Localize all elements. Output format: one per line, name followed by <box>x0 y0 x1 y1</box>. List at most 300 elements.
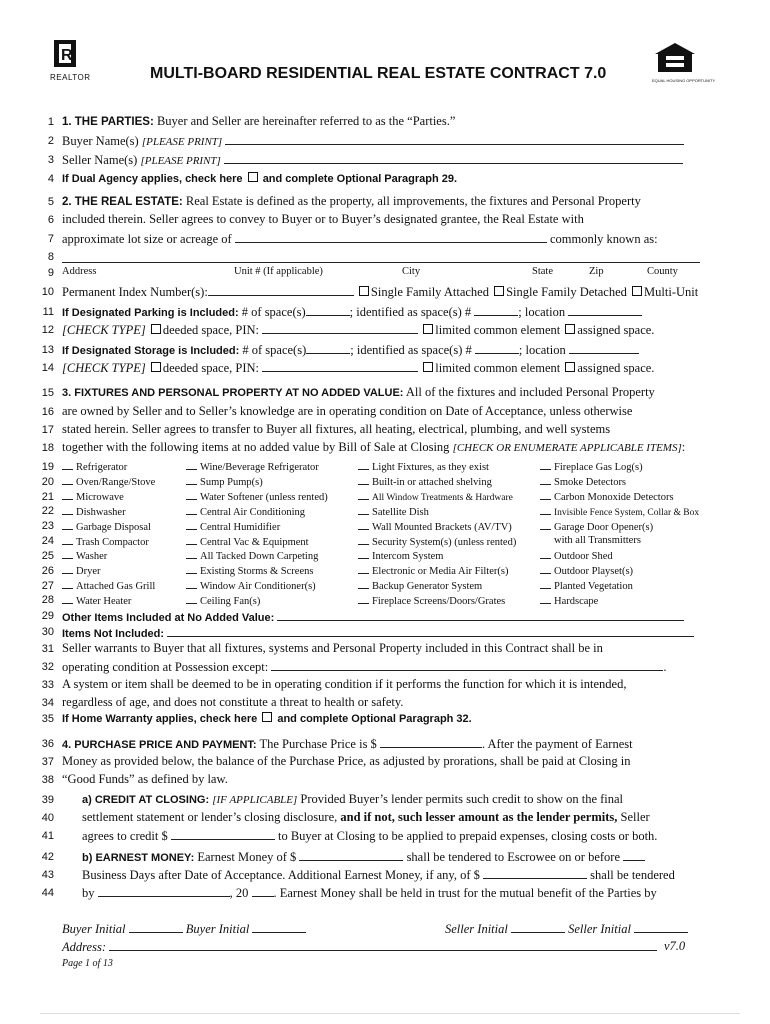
fixture-label: Outdoor Shed <box>554 551 613 563</box>
fixture-label: Invisible Fence System, Collar & Box <box>554 507 700 518</box>
equal-housing-text: EQUAL HOUSING OPPORTUNITY <box>652 78 716 83</box>
line-15 <box>62 385 714 400</box>
line-number: 37 <box>41 756 54 768</box>
fixture-item[interactable] <box>62 490 124 503</box>
line-number: 44 <box>41 887 54 899</box>
fixture-check-line[interactable] <box>186 475 197 485</box>
line-17: stated herein. Seller agrees to transfer to Buyer all fixtures, all heating, electrical, plumbing, and well systems <box>62 422 611 436</box>
storage-spaces-field[interactable] <box>306 342 350 354</box>
fixture-label: Water Softener (unless rented) <box>200 491 328 503</box>
line-11 <box>62 304 714 320</box>
parking-label: If Designated Parking is Included: <box>62 307 239 319</box>
fixture-label: Outdoor Playset(s) <box>554 566 634 578</box>
storage-assigned-checkbox[interactable] <box>565 362 575 372</box>
fixture-check-line[interactable] <box>358 520 369 530</box>
fixture-check-line[interactable] <box>540 549 551 559</box>
credit-amount-label: agrees to credit $ <box>82 829 168 843</box>
seller-name-field[interactable] <box>224 152 683 164</box>
line-number: 27 <box>41 580 54 592</box>
fixture-label: Oven/Range/Stove <box>76 476 156 488</box>
fixture-label: Fireplace Screens/Doors/Grates <box>372 596 506 608</box>
line-number: 4 <box>47 173 54 185</box>
line-number: 26 <box>41 565 54 577</box>
line-4 <box>62 172 714 185</box>
parking-deeded-checkbox[interactable] <box>151 324 161 334</box>
parking-identified-label: ; identified as space(s) # <box>349 305 472 319</box>
commonly-known-label: commonly known as: <box>549 232 658 246</box>
line-number: 22 <box>41 505 54 517</box>
purchase-price-text: . After the payment of Earnest <box>481 737 633 751</box>
buyer-name-field[interactable] <box>225 133 684 145</box>
fixture-check-line[interactable] <box>358 475 369 485</box>
items-not-included-label: Items Not Included: <box>62 628 165 640</box>
fixture-check-line[interactable] <box>186 549 197 559</box>
line-31: Seller warrants to Buyer that all fixtures, systems and Personal Property included in this Contract shall be in <box>62 641 603 655</box>
fixture-item[interactable] <box>186 460 319 473</box>
single-family-attached-checkbox[interactable] <box>359 286 369 296</box>
line-number: 19 <box>41 461 54 473</box>
line-43 <box>82 867 714 883</box>
multi-unit-checkbox[interactable] <box>632 286 642 296</box>
year-field[interactable] <box>252 885 274 897</box>
fixture-item[interactable] <box>540 475 626 488</box>
fixture-label: Electronic or Media Air Filter(s) <box>372 566 509 578</box>
line-number: 8 <box>47 251 54 263</box>
dual-agency-checkbox[interactable] <box>248 172 258 182</box>
buyer-initial-label-2: Buyer Initial <box>185 922 250 936</box>
fixture-item[interactable] <box>540 594 598 607</box>
fixture-check-line[interactable] <box>358 549 369 559</box>
fixture-item[interactable] <box>540 520 653 533</box>
line-number: 7 <box>47 233 54 245</box>
fixture-check-line[interactable] <box>186 460 197 470</box>
possession-except-label: operating condition at Possession except: <box>62 660 269 674</box>
seller-word: Seller <box>617 810 650 824</box>
fixture-item[interactable] <box>358 564 508 577</box>
fixture-check-line[interactable] <box>540 490 551 500</box>
buyer-initial-label-1: Buyer Initial <box>62 922 126 936</box>
section-heading-parties: 1. THE PARTIES: <box>62 116 154 128</box>
fixture-item[interactable] <box>186 594 260 607</box>
fixture-check-line[interactable] <box>186 579 197 589</box>
line-3 <box>62 152 714 168</box>
fixture-label: Light Fixtures, as they exist <box>372 462 489 473</box>
possession-except-field[interactable] <box>271 659 663 671</box>
fixture-check-line[interactable] <box>62 460 73 470</box>
fixture-check-line[interactable] <box>358 564 369 574</box>
parking-limited-common-checkbox[interactable] <box>423 324 433 334</box>
fixture-label: Satellite Dish <box>372 506 429 518</box>
fixtures-text: All of the fixtures and included Personal Property <box>405 385 655 399</box>
dual-agency-label: If Dual Agency applies, check here <box>62 173 243 185</box>
parking-spaces-field[interactable] <box>306 304 350 316</box>
fixture-item[interactable] <box>358 475 492 488</box>
fixture-check-line[interactable] <box>540 594 551 604</box>
fixture-check-line[interactable] <box>62 505 73 515</box>
fixture-item[interactable] <box>358 460 489 473</box>
equal-housing-logo <box>652 42 716 83</box>
fixture-check-line[interactable] <box>62 564 73 574</box>
fixture-check-line[interactable] <box>186 535 197 545</box>
line-number: 24 <box>41 535 54 547</box>
earnest-money-heading: b) EARNEST MONEY: <box>82 852 195 864</box>
pin-label: Permanent Index Number(s): <box>62 285 208 299</box>
parking-pin-field[interactable] <box>262 322 418 334</box>
storage-location-label: ; location <box>518 343 566 357</box>
fixture-item[interactable] <box>62 460 127 473</box>
address-field[interactable] <box>62 249 700 263</box>
page-edge <box>40 1013 740 1014</box>
line-number: 1 <box>47 116 54 128</box>
line-14 <box>62 360 714 376</box>
line-36 <box>62 736 714 752</box>
fixture-item[interactable] <box>62 579 155 592</box>
business-days-field[interactable] <box>623 849 645 861</box>
storage-assigned-label: assigned space. <box>577 361 655 375</box>
fixture-item[interactable] <box>62 594 131 607</box>
seller-initial-label-1: Seller Initial <box>445 922 508 936</box>
items-note: [CHECK OR ENUMERATE APPLICABLE ITEMS] <box>452 442 682 454</box>
fixture-label: Carbon Monoxide Detectors <box>554 491 674 503</box>
year-prefix: , 20 <box>229 886 249 900</box>
fixture-item[interactable] <box>540 505 699 518</box>
line-number: 5 <box>47 196 54 208</box>
credit-amount-field[interactable] <box>171 828 275 840</box>
fixture-label: Central Humidifier <box>200 521 281 533</box>
single-family-detached-label: Single Family Detached <box>506 285 627 299</box>
line-number: 42 <box>41 851 54 863</box>
parking-limited-common-label: limited common element <box>435 323 561 337</box>
realtor-logo-text: REALTOR <box>50 73 91 82</box>
line-6: included therein. Seller agrees to convey to Buyer or to Buyer’s designated grantee, the Real Estate with <box>62 212 584 226</box>
line-number: 28 <box>41 594 54 606</box>
fixture-label: Fireplace Gas Log(s) <box>554 462 643 473</box>
fixture-item[interactable] <box>540 490 674 503</box>
line-number: 34 <box>41 697 54 709</box>
buyer-initial-field-2[interactable] <box>252 921 306 933</box>
fixture-check-line[interactable] <box>540 564 551 574</box>
line-number: 10 <box>41 286 54 298</box>
fixture-item[interactable] <box>358 490 513 503</box>
storage-location-field[interactable] <box>569 342 639 354</box>
purchase-price-label: The Purchase Price is $ <box>259 737 377 751</box>
fixture-label: Central Vac & Equipment <box>200 536 309 548</box>
line-5 <box>62 194 714 209</box>
equal-housing-icon <box>652 42 698 74</box>
fixture-check-line[interactable] <box>186 505 197 515</box>
pin-field[interactable] <box>208 284 354 296</box>
storage-deeded-checkbox[interactable] <box>151 362 161 372</box>
line-42 <box>82 849 714 865</box>
fixture-label: Backup Generator System <box>372 581 483 593</box>
fixture-check-line[interactable] <box>358 594 369 604</box>
tendered-text: shall be tendered <box>590 868 675 882</box>
line-number: 6 <box>47 214 54 226</box>
fixture-item[interactable] <box>186 520 280 533</box>
caption-zip: Zip <box>589 266 604 277</box>
fixture-label: Existing Storms & Screens <box>200 566 314 578</box>
fixture-check-line[interactable] <box>540 505 551 515</box>
fixture-check-line[interactable] <box>540 460 551 470</box>
fixture-item[interactable] <box>358 535 516 548</box>
line-number: 9 <box>47 267 54 279</box>
storage-limited-common-label: limited common element <box>435 361 561 375</box>
fixture-check-line[interactable] <box>62 549 73 559</box>
fixture-check-line[interactable] <box>62 520 73 530</box>
real-estate-text: Real Estate is defined as the property, all improvements, the fixtures and Personal Property <box>185 194 641 208</box>
fixture-label: Ceiling Fan(s) <box>200 596 261 608</box>
fixture-item[interactable] <box>186 564 313 577</box>
storage-identified-label: ; identified as space(s) # <box>350 343 472 357</box>
lot-size-label: approximate lot size or acreage of <box>62 232 232 246</box>
line-13 <box>62 342 714 358</box>
dual-agency-text: and complete Optional Paragraph 29. <box>262 173 458 185</box>
lender-permits-text: and if not, such lesser amount as the lender permits, <box>340 810 618 824</box>
print-note: [PLEASE PRINT] <box>141 136 223 148</box>
fixture-label: Wall Mounted Brackets (AV/TV) <box>372 521 512 533</box>
line-number: 36 <box>41 738 54 750</box>
parking-spaces-label: # of space(s) <box>241 305 306 319</box>
fixture-label: Window Air Conditioner(s) <box>200 581 316 593</box>
home-warranty-checkbox[interactable] <box>262 712 272 722</box>
line-number: 11 <box>42 306 54 318</box>
line-39 <box>82 792 714 807</box>
line-number: 41 <box>41 830 54 842</box>
earnest-money-text: shall be tendered to Escrowee on or before <box>406 850 621 864</box>
caption-state: State <box>532 266 553 277</box>
fixture-check-line[interactable] <box>358 505 369 515</box>
fixture-label: Sump Pump(s) <box>200 476 263 488</box>
fixture-item[interactable] <box>62 535 149 548</box>
seller-initial-field-1[interactable] <box>511 921 565 933</box>
fixture-item[interactable] <box>62 564 101 577</box>
fixture-check-line[interactable] <box>186 564 197 574</box>
storage-identified-field[interactable] <box>475 342 519 354</box>
other-items-label: Other Items Included at No Added Value: <box>62 612 275 624</box>
fixture-label: with all Transmitters <box>554 534 641 546</box>
line-38: “Good Funds” as defined by law. <box>62 772 228 786</box>
line-30 <box>62 625 714 640</box>
line-number: 2 <box>47 135 54 147</box>
line-number: 29 <box>41 610 54 622</box>
fixture-check-line[interactable] <box>358 535 369 545</box>
line-7 <box>62 231 714 247</box>
fixture-item[interactable] <box>554 535 641 546</box>
fixture-item[interactable] <box>62 505 126 518</box>
fixture-label: Garage Door Opener(s) <box>554 521 654 533</box>
section-heading-fixtures: 3. FIXTURES AND PERSONAL PROPERTY AT NO ADDED VALUE: <box>62 387 404 399</box>
buyer-name-label: Buyer Name(s) <box>62 134 142 148</box>
page-number: Page 1 of 13 <box>62 958 113 969</box>
items-not-included-field[interactable] <box>167 625 694 637</box>
caption-county: County <box>647 266 678 277</box>
fixture-check-line[interactable] <box>62 535 73 545</box>
other-items-field[interactable] <box>277 609 684 621</box>
fixture-check-line[interactable] <box>186 520 197 530</box>
fixture-item[interactable] <box>540 460 643 473</box>
line-12 <box>62 322 714 338</box>
fixture-check-line[interactable] <box>62 594 73 604</box>
fixture-item[interactable] <box>540 579 633 592</box>
check-type-note: [CHECK TYPE] <box>62 361 146 375</box>
purchase-price-field[interactable] <box>380 736 482 748</box>
fixture-label: Smoke Detectors <box>554 476 627 488</box>
parking-deeded-label: deeded space, PIN: <box>162 323 259 337</box>
fixture-check-line[interactable] <box>62 579 73 589</box>
parking-location-label: ; location <box>518 305 566 319</box>
fixture-label: All Tacked Down Carpeting <box>200 551 319 563</box>
line-number: 43 <box>41 869 54 881</box>
fixture-check-line[interactable] <box>358 460 369 470</box>
footer-address <box>62 939 657 955</box>
storage-limited-common-checkbox[interactable] <box>423 362 433 372</box>
line-number: 32 <box>41 661 54 673</box>
check-type-note: [CHECK TYPE] <box>62 323 146 337</box>
footer-address-field[interactable] <box>109 939 657 951</box>
fixture-item[interactable] <box>186 505 305 518</box>
fixture-label: Water Heater <box>76 596 132 608</box>
line-number: 17 <box>41 424 54 436</box>
fixture-item[interactable] <box>62 520 151 533</box>
seller-initials <box>445 921 688 937</box>
line-number: 38 <box>41 774 54 786</box>
fixture-check-line[interactable] <box>62 475 73 485</box>
if-applicable-note: [IF APPLICABLE] <box>212 794 298 806</box>
line-33: A system or item shall be deemed to be in operating condition if it performs the function for which it is intended, <box>62 677 627 691</box>
fixture-label: Central Air Conditioning <box>200 506 305 518</box>
parking-location-field[interactable] <box>568 304 642 316</box>
fixture-label: Dishwasher <box>76 506 126 518</box>
fixture-label: Security System(s) (unless rented) <box>372 536 517 548</box>
lot-size-field[interactable] <box>235 231 547 243</box>
single-family-detached-checkbox[interactable] <box>494 286 504 296</box>
credit-at-closing-heading: a) CREDIT AT CLOSING: <box>82 794 210 806</box>
fixture-label: Intercom System <box>372 551 444 563</box>
fixture-label: Dryer <box>76 566 101 578</box>
line-number: 14 <box>41 362 54 374</box>
seller-name-label: Seller Name(s) <box>62 153 141 167</box>
fixture-check-line[interactable] <box>540 475 551 485</box>
line-44 <box>82 885 714 901</box>
additional-earnest-field[interactable] <box>483 867 587 879</box>
fixture-item[interactable] <box>358 594 505 607</box>
fixture-item[interactable] <box>358 579 482 592</box>
home-warranty-label: If Home Warranty applies, check here <box>62 713 258 725</box>
storage-spaces-label: # of space(s) <box>242 343 307 357</box>
line-number: 33 <box>41 679 54 691</box>
fixture-label: Built-in or attached shelving <box>372 476 492 488</box>
fixture-label: Attached Gas Grill <box>76 581 156 593</box>
fixture-label: Planted Vegetation <box>554 581 633 593</box>
fixture-check-line[interactable] <box>540 579 551 589</box>
fixture-item[interactable] <box>540 564 633 577</box>
fixture-item[interactable] <box>540 549 613 562</box>
credit-text: Provided Buyer’s lender permits such credit to show on the final <box>300 792 624 806</box>
parking-assigned-checkbox[interactable] <box>565 324 575 334</box>
fixture-item[interactable] <box>186 535 309 548</box>
line-number: 31 <box>41 643 54 655</box>
fixture-label: Hardscape <box>554 596 599 608</box>
settlement-text: settlement statement or lender’s closing disclosure, <box>82 810 341 824</box>
fixture-label: Trash Compactor <box>76 536 149 548</box>
caption-city: City <box>402 266 421 277</box>
items-intro: together with the following items at no added value by Bill of Sale at Closing <box>62 440 453 454</box>
buyer-initials <box>62 921 306 937</box>
fixture-item[interactable] <box>62 475 155 488</box>
fixture-label: Refrigerator <box>76 462 128 473</box>
line-35 <box>62 712 714 725</box>
parking-assigned-label: assigned space. <box>577 323 655 337</box>
line-number: 20 <box>41 476 54 488</box>
earnest-money-field[interactable] <box>299 849 403 861</box>
fixture-check-line[interactable] <box>62 490 73 500</box>
fixture-label: Microwave <box>76 491 124 503</box>
line-number: 3 <box>47 154 54 166</box>
fixture-check-line[interactable] <box>186 594 197 604</box>
line-number: 18 <box>41 442 54 454</box>
fixture-item[interactable] <box>62 549 107 562</box>
fixture-item[interactable] <box>358 520 512 533</box>
svg-text:R: R <box>61 47 73 64</box>
fixture-item[interactable] <box>358 505 429 518</box>
caption-unit: Unit # (If applicable) <box>234 266 323 277</box>
fixture-check-line[interactable] <box>358 579 369 589</box>
line-number: 21 <box>41 491 54 503</box>
line-32: operating condition at Possession except: . <box>62 660 667 674</box>
line-37: Money as provided below, the balance of the Purchase Price, as adjusted by prorations, shall be paid at Closing in <box>62 754 631 768</box>
line-number: 25 <box>41 550 54 562</box>
credit-amount-text: to Buyer at Closing to be applied to prepaid expenses, closing costs or both. <box>277 829 658 843</box>
earnest-money-label: Earnest Money of $ <box>197 850 297 864</box>
line-number: 15 <box>41 387 54 399</box>
line-number: 39 <box>41 794 54 806</box>
fixture-label: All Window Treatments & Hardware <box>372 492 513 503</box>
additional-earnest-text: Business Days after Date of Acceptance. Additional Earnest Money, if any, of $ <box>82 868 480 882</box>
line-18: together with the following items at no added value by Bill of Sale at Closing [CHECK OR ENUMERATE APPLICABLE ITEMS]: <box>62 440 686 454</box>
address-captions <box>62 266 702 280</box>
fixture-item[interactable] <box>186 490 328 503</box>
section-heading-purchase-price: 4. PURCHASE PRICE AND PAYMENT: <box>62 739 257 751</box>
seller-initial-field-2[interactable] <box>634 921 688 933</box>
earnest-trust-text: . Earnest Money shall be held in trust for the mutual benefit of the Parties by <box>273 886 657 900</box>
by-date-field[interactable] <box>98 885 230 897</box>
storage-pin-field[interactable] <box>262 360 418 372</box>
fixture-check-line[interactable] <box>540 520 551 530</box>
storage-deeded-label: deeded space, PIN: <box>162 361 259 375</box>
line-1 <box>62 114 714 129</box>
fixture-check-line[interactable] <box>186 490 197 500</box>
section-heading-real-estate: 2. THE REAL ESTATE: <box>62 196 183 208</box>
line-number: 30 <box>41 626 54 638</box>
buyer-initial-field-1[interactable] <box>129 921 183 933</box>
by-label: by <box>82 886 95 900</box>
parking-identified-field[interactable] <box>474 304 518 316</box>
line-number: 40 <box>41 812 54 824</box>
caption-address: Address <box>62 266 97 277</box>
parties-text: Buyer and Seller are hereinafter referred to as the “Parties.” <box>156 114 456 128</box>
print-note: [PLEASE PRINT] <box>140 155 221 167</box>
fixture-check-line[interactable] <box>358 490 369 500</box>
page-title: MULTI-BOARD RESIDENTIAL REAL ESTATE CONTRACT 7.0 <box>150 65 607 82</box>
fixture-item[interactable] <box>358 549 443 562</box>
fixture-item[interactable] <box>186 579 316 592</box>
fixture-item[interactable] <box>186 549 318 562</box>
fixture-item[interactable] <box>186 475 263 488</box>
seller-initial-label-2: Seller Initial <box>568 922 631 936</box>
line-40 <box>82 810 714 825</box>
line-number: 23 <box>41 520 54 532</box>
fixture-label: Wine/Beverage Refrigerator <box>200 462 319 473</box>
